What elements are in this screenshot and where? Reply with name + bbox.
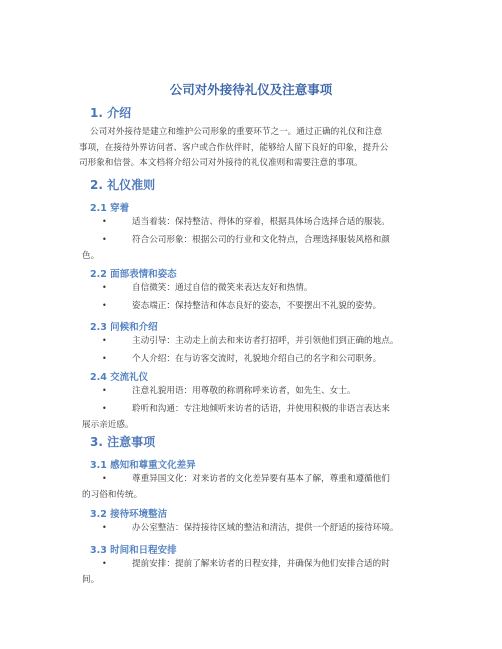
subsection-heading-schedule: 3.3 时间和日程安排 (90, 545, 177, 556)
list-item-text: 自信微笑：通过自信的微笑来表达友好和热情。 (132, 283, 313, 293)
bullet-icon (90, 280, 132, 297)
intro-line-3: 司形象和信誉。本文档将介绍公司对外接待的礼仪准则和需要注意的事项。 (79, 158, 363, 168)
list-item (82, 556, 414, 588)
list-item (90, 280, 414, 297)
list-item-text: 尊重异国文化：对来访者的文化差异要有基本了解，尊重和遵循他们 (132, 474, 390, 484)
list-item (82, 232, 414, 264)
section-heading-notes: 3. 注意事项 (90, 435, 156, 449)
list-item (82, 401, 414, 433)
bullet-icon (90, 333, 132, 350)
list-item-text: 符合公司形象：根据公司的行业和文化特点，合理选择服装风格和颜 (132, 235, 390, 245)
list-item-text-cont: 的习俗和传统。 (82, 489, 143, 500)
list-item (82, 471, 414, 503)
bullet-icon (90, 556, 132, 573)
section-heading-intro: 1. 介绍 (90, 106, 132, 120)
list-item-text-cont: 展示亲近感。 (82, 419, 134, 430)
bullet-icon (90, 298, 132, 315)
bullet-icon (90, 520, 132, 537)
bullet-icon (90, 351, 132, 368)
subsection-heading-greeting: 2.3 问候和介绍 (90, 322, 158, 333)
subsection-heading-environment: 3.2 接待环境整洁 (90, 509, 168, 520)
list-item (90, 333, 414, 350)
bullet-icon (90, 401, 132, 418)
document-title: 公司对外接待礼仪及注意事项 (169, 82, 333, 97)
list-item-text: 办公室整洁：保持接待区域的整洁和清洁，提供一个舒适的接待环境。 (132, 523, 399, 533)
intro-line-1: 公司对外接待是建立和维护公司形象的重要环节之一。通过正确的礼仪和注意 (90, 127, 383, 137)
list-item (90, 214, 414, 231)
list-item-text-cont: 间。 (82, 574, 100, 585)
list-item-text: 提前安排：提前了解来访者的日程安排，并确保为他们安排合适的时 (132, 559, 390, 569)
list-item-text: 聆听和沟通：专注地倾听来访者的话语，并使用积极的非语言表达来 (132, 404, 390, 414)
intro-paragraph (79, 125, 414, 172)
bullet-icon (90, 214, 132, 231)
list-item (90, 351, 414, 368)
bullet-icon (90, 383, 132, 400)
list-item (90, 520, 414, 537)
list-item-text-cont: 色。 (82, 250, 100, 261)
list-item-text: 注意礼貌用语：用尊敬的称谓称呼来访者，如先生、女士。 (132, 386, 356, 396)
list-item (90, 298, 414, 315)
subsection-heading-culture: 3.1 感知和尊重文化差异 (90, 460, 196, 471)
subsection-heading-expression: 2.2 面部表情和姿态 (90, 269, 177, 280)
list-item-text: 个人介绍：在与访客交流时，礼貌地介绍自己的名字和公司职务。 (132, 354, 382, 364)
section-heading-etiquette: 2. 礼仪准则 (90, 178, 156, 192)
bullet-icon (90, 471, 132, 488)
list-item-text: 姿态端正：保持整洁和体态良好的姿态，不要摆出不礼貌的姿势。 (132, 301, 382, 311)
list-item (90, 383, 414, 400)
list-item-text: 适当着装：保持整洁、得体的穿着，根据具体场合选择合适的服装。 (132, 217, 390, 227)
subsection-heading-attire: 2.1 穿着 (90, 203, 130, 214)
list-item-text: 主动引导：主动走上前去和来访者打招呼，并引领他们到正确的地点。 (132, 336, 399, 346)
subsection-heading-communication: 2.4 交流礼仪 (90, 372, 149, 383)
bullet-icon (90, 232, 132, 249)
intro-line-2: 事项，在接待外界访问者、客户或合作伙伴时，能够给人留下良好的印象，提升公 (79, 142, 389, 153)
